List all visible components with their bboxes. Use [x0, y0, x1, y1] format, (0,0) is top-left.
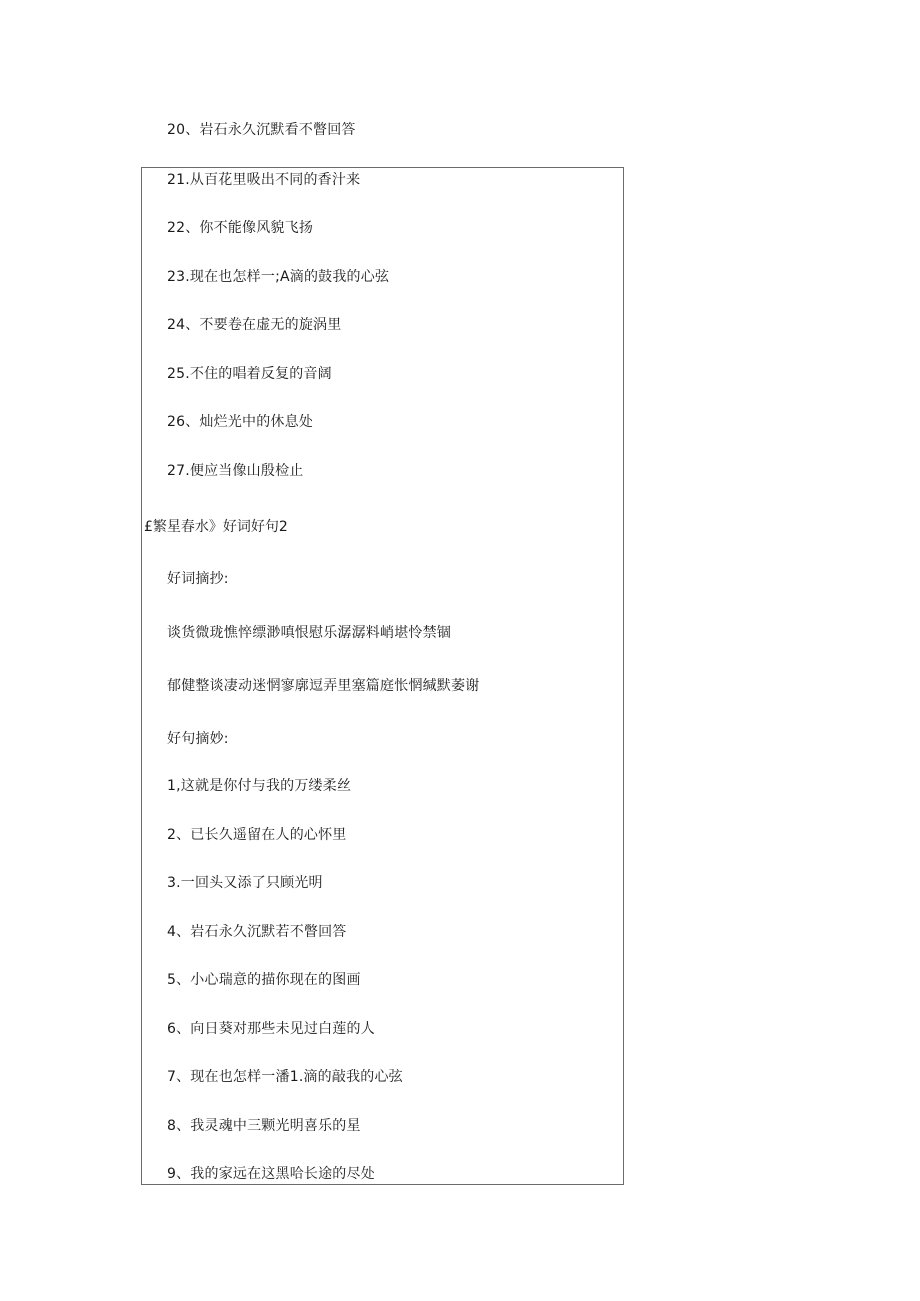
- good-words-line: 谈货微珑憔悴缥渺嗔恨慰乐潺潺料峭堪怜禁锢: [167, 625, 451, 641]
- list-item: 1,这就是你付与我的万缕柔丝: [167, 778, 352, 794]
- list-item: 22、你不能像风貌飞扬: [167, 220, 314, 236]
- list-item: 24、不要卷在虚无的旋涡里: [167, 317, 342, 333]
- list-item: 6、向日葵对那些未见过白莲的人: [167, 1021, 375, 1037]
- list-item: 23.现在也怎样一;A滴的鼓我的心弦: [167, 269, 390, 285]
- list-item: 3.一回头又添了只顾光明: [167, 875, 323, 891]
- good-words-line: 郁健整谈凄动迷惘寥廓逗弄里塞篇庭怅惘缄默萎谢: [167, 678, 480, 694]
- list-item: 21.从百花里吸出不同的香汁来: [167, 172, 361, 188]
- list-item: 25.不住的唱着反复的音阔: [167, 366, 332, 382]
- text-line: 20、岩石永久沉默看不瞥回答: [167, 122, 356, 138]
- list-item: 26、灿烂光中的休息处: [167, 414, 314, 430]
- list-item: 2、已长久遥留在人的心怀里: [167, 827, 347, 843]
- good-sentences-label: 好句摘妙:: [167, 731, 229, 747]
- section-heading: £繁星春水》好词好句2: [144, 519, 288, 535]
- list-item: 7、现在也怎样一潘1.滴的敲我的心弦: [167, 1069, 403, 1085]
- list-item: 8、我灵魂中三颗光明喜乐的星: [167, 1118, 361, 1134]
- list-item: 4、岩石永久沉默若不瞥回答: [167, 924, 347, 940]
- list-item: 27.便应当像山殷检止: [167, 463, 304, 479]
- good-words-label: 好词摘抄:: [167, 571, 229, 587]
- list-item: 5、小心瑞意的描你现在的图画: [167, 972, 361, 988]
- list-item: 9、我的家远在这黑哈长途的尽处: [167, 1166, 375, 1182]
